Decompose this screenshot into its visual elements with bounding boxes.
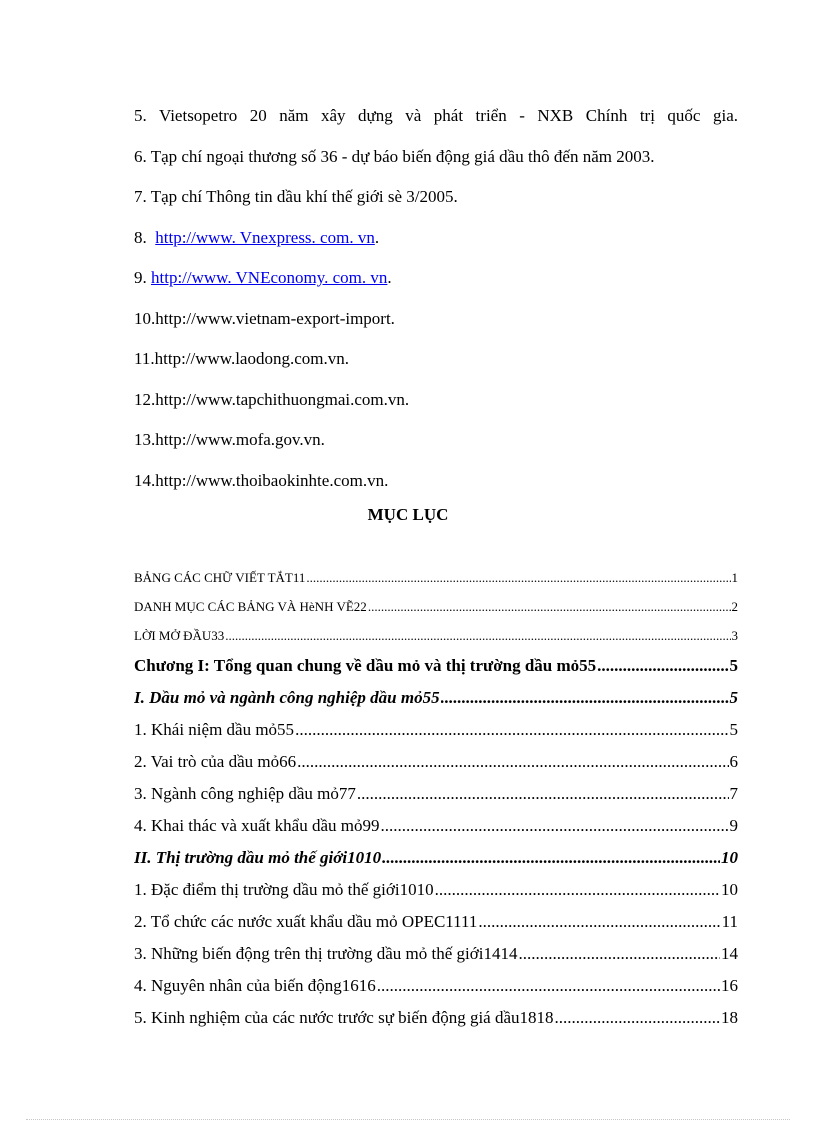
- reference-list: [134, 96, 738, 501]
- toc-entry[interactable]: 1. Khái niệm dầu mỏ55 ..... 5: [134, 714, 738, 746]
- reference-item: 13.http://www.mofa.gov.vn.: [134, 430, 325, 449]
- toc-entry[interactable]: 2. Vai trò của dầu mỏ66 ..... 6: [134, 746, 738, 778]
- reference-link[interactable]: http://www. VNEconomy. com. vn: [151, 268, 388, 287]
- page-bottom-divider: [26, 1119, 790, 1120]
- toc-title: MỤC LỤC: [367, 505, 449, 524]
- toc-entry[interactable]: 3. Những biến động trên thị trường dầu mỏ thế giới1414 ..... 14: [134, 938, 738, 970]
- reference-item: 10.http://www.vietnam-export-import.: [134, 308, 395, 328]
- reference-item: 9. http://www. VNEconomy. com. vn.: [134, 268, 392, 287]
- reference-item: 5. Vietsopetro 20 năm xây dựng và phát triển - NXB Chính trị quốc gia.: [134, 106, 738, 125]
- toc-entry[interactable]: 3. Ngành công nghiệp dầu mỏ77 ..... 7: [134, 778, 738, 810]
- reference-item: 11.http://www.laodong.com.vn.: [134, 349, 349, 368]
- toc-entry[interactable]: 1. Đặc điểm thị trường dầu mỏ thế giới1010 ..... 10: [134, 874, 738, 906]
- toc-entry[interactable]: 4. Nguyên nhân của biến động1616 ..... 16: [134, 970, 738, 1002]
- toc-entry[interactable]: LỜI MỞ ĐẦU33 ..... 3: [134, 621, 738, 650]
- table-of-contents: [134, 563, 738, 1034]
- reference-link[interactable]: http://www. Vnexpress. com. vn: [155, 227, 375, 247]
- reference-item: 6. Tạp chí ngoại thương số 36 - dự báo biến động giá dầu thô đến năm 2003.: [134, 146, 655, 166]
- reference-item: 8. http://www. Vnexpress. com. vn.: [134, 227, 380, 247]
- toc-entry[interactable]: 5. Kinh nghiệm của các nước trước sự biến động giá dầu1818 ..... 18: [134, 1002, 738, 1034]
- toc-entry[interactable]: DANH MỤC CÁC BẢNG VÀ HèNH VẼ22 ..... 2: [134, 592, 738, 621]
- toc-entry[interactable]: 4. Khai thác và xuất khẩu dầu mỏ99 ..... 9: [134, 810, 738, 842]
- toc-entry-section[interactable]: I. Dầu mỏ và ngành công nghiệp dầu mỏ55 ..... 5: [134, 682, 738, 714]
- toc-entry[interactable]: BẢNG CÁC CHỮ VIẾT TẮT11 ..... 1: [134, 563, 738, 592]
- reference-item: 14.http://www.thoibaokinhte.com.vn.: [134, 470, 389, 490]
- toc-entry-chapter[interactable]: Chương I: Tổng quan chung về dầu mỏ và thị trường dầu mỏ55 ..... 5: [134, 650, 738, 682]
- reference-item: 7. Tạp chí Thông tin dầu khí thế giới sè 3/2005.: [134, 187, 458, 206]
- toc-entry[interactable]: 2. Tổ chức các nước xuất khẩu dầu mỏ OPEC1111 ..... 11: [134, 906, 738, 938]
- reference-item: 12.http://www.tapchithuongmai.com.vn.: [134, 389, 410, 409]
- toc-entry-section[interactable]: II. Thị trường dầu mỏ thế giới1010 ..... 10: [134, 842, 738, 874]
